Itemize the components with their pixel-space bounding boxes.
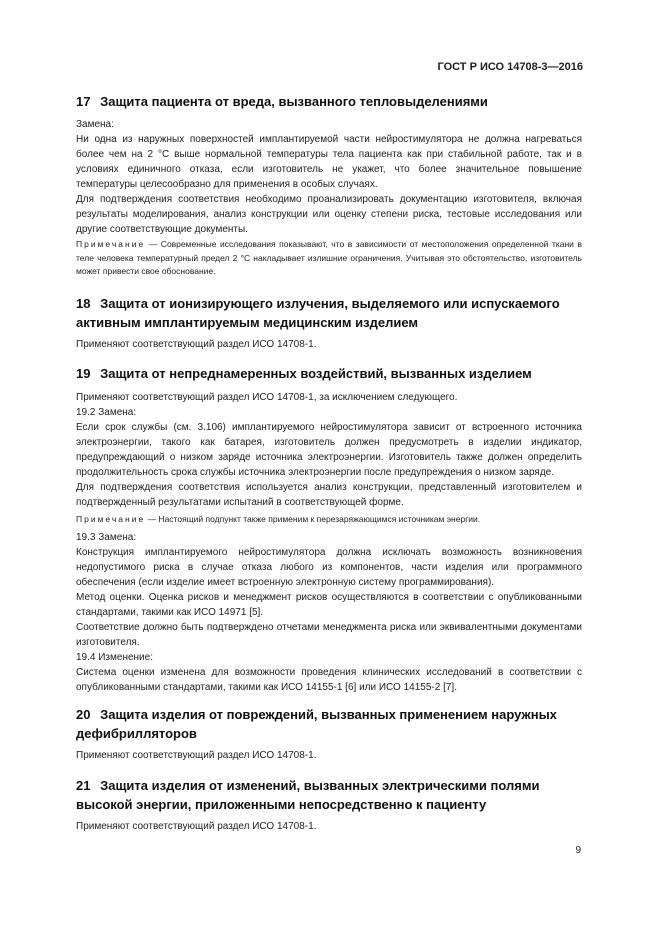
section-number: 18 bbox=[76, 296, 91, 311]
section-title: активным имплантируемым медицинским изделием bbox=[76, 315, 419, 330]
section-number: 17 bbox=[76, 94, 91, 109]
section-20-body: Применяют соответствующий раздел ИСО 14708-1. bbox=[76, 750, 317, 761]
section-17-heading bbox=[76, 92, 582, 111]
section-19-heading bbox=[76, 364, 582, 383]
section-title: Защита изделия от изменений, вызванных электрическими полями bbox=[100, 778, 540, 793]
section-18-body: Применяют соответствующий раздел ИСО 14708-1. bbox=[76, 339, 317, 350]
note-label: Примечание bbox=[76, 239, 146, 249]
section-title: высокой энергии, приложенными непосредственно к пациенту bbox=[76, 797, 487, 812]
paragraph: Для подтверждения соответствия используется анализ конструкции, представленный изготовителем и подтвержденный результатами испытаний в соответствующей форме. bbox=[76, 482, 582, 508]
paragraph: Для подтверждения соответствия необходимо проанализировать документацию изготовителя, включая результаты моделирования, анализ конструкции или оценку степени риска, тестовые исследования или другие соответствующие документы. bbox=[76, 194, 582, 235]
document-code-header: ГОСТ Р ИСО 14708-3—2016 bbox=[437, 61, 583, 73]
note-text: — Настоящий подпункт также применим к перезаряжающимся источникам энергии. bbox=[145, 514, 481, 524]
section-19-body-b bbox=[76, 530, 582, 695]
paragraph: Метод оценки. Оценка рисков и менеджмент рисков осуществляются в соответствии с опубликованными стандартами, такими как ИСО 14971 [5]. bbox=[76, 592, 582, 618]
section-19-body-a bbox=[76, 390, 582, 510]
subsection-label: 19.4 Изменение: bbox=[76, 652, 153, 663]
section-20-heading bbox=[76, 705, 582, 743]
paragraph: Соответствие должно быть подтверждено отчетами менеджмента риска или эквивалентными документами изготовителя. bbox=[76, 622, 582, 648]
paragraph: Применяют соответствующий раздел ИСО 14708-1, за исключением следующего. bbox=[76, 392, 458, 403]
page-number: 9 bbox=[575, 845, 581, 856]
section-title: Защита изделия от повреждений, вызванных применением наружных bbox=[100, 707, 557, 722]
paragraph: Конструкция имплантируемого нейростимулятора должна исключать возможность возникновения недопустимого риска в случае отказа любого из компонентов, части изделия или программного обеспечения (если изделие имеет встроенную электронную систему программирования). bbox=[76, 547, 582, 588]
section-title: Защита от непреднамеренных воздействий, вызванных изделием bbox=[100, 366, 532, 381]
section-19-note bbox=[76, 513, 582, 527]
section-17-body bbox=[76, 117, 582, 237]
section-title: Защита пациента от вреда, вызванного тепловыделениями bbox=[100, 94, 488, 109]
section-title: Защита от ионизирующего излучения, выделяемого или испускаемого bbox=[100, 296, 560, 311]
note-label: Примечание bbox=[76, 514, 146, 524]
section-number: 21 bbox=[76, 778, 91, 793]
section-21-body: Применяют соответствующий раздел ИСО 14708-1. bbox=[76, 821, 317, 832]
section-21-heading bbox=[76, 776, 582, 814]
paragraph: Система оценки изменена для возможности проведения клинических исследований в соответствии с опубликованными стандартами, такими как ИСО 14155-1 [6] или ИСО 14155-2 [7]. bbox=[76, 667, 582, 693]
subsection-label: 19.2 Замена: bbox=[76, 407, 137, 418]
subsection-label: 19.3 Замена: bbox=[76, 532, 137, 543]
section-17-note bbox=[76, 238, 582, 279]
section-number: 19 bbox=[76, 366, 91, 381]
note-text: — Современные исследования показывают, что в зависимости от местоположения определенной ткани в теле человека температурный предел 2 °С накладывает излишние ограничения. Учитывая это обстоятельство, изготовитель может привести свое обоснование. bbox=[76, 239, 582, 276]
section-number: 20 bbox=[76, 707, 91, 722]
paragraph: Ни одна из наружных поверхностей имплантируемой части нейростимулятора не должна нагреваться более чем на 2 °С выше нормальной температуры тела пациента как при стабильной работе, так и в условиях единичного отказа, если изготовитель не укажет, что более значительное повышение температуры целесообразно для применения в особых случаях. bbox=[76, 134, 582, 190]
section-title: дефибрилляторов bbox=[76, 726, 197, 741]
section-18-heading bbox=[76, 294, 582, 332]
paragraph: Если срок службы (см. 3.106) имплантируемого нейростимулятора зависит от встроенного источника электроэнергии, такого как батарея, изготовитель должен предусмотреть в изделии индикатор, предупреждающий о низком заряде источника электроэнергии. Изготовитель также должен определить продолжительность срока службы источника электроэнергии после предупреждения о низком заряде. bbox=[76, 422, 582, 478]
replace-label: Замена: bbox=[76, 119, 114, 130]
